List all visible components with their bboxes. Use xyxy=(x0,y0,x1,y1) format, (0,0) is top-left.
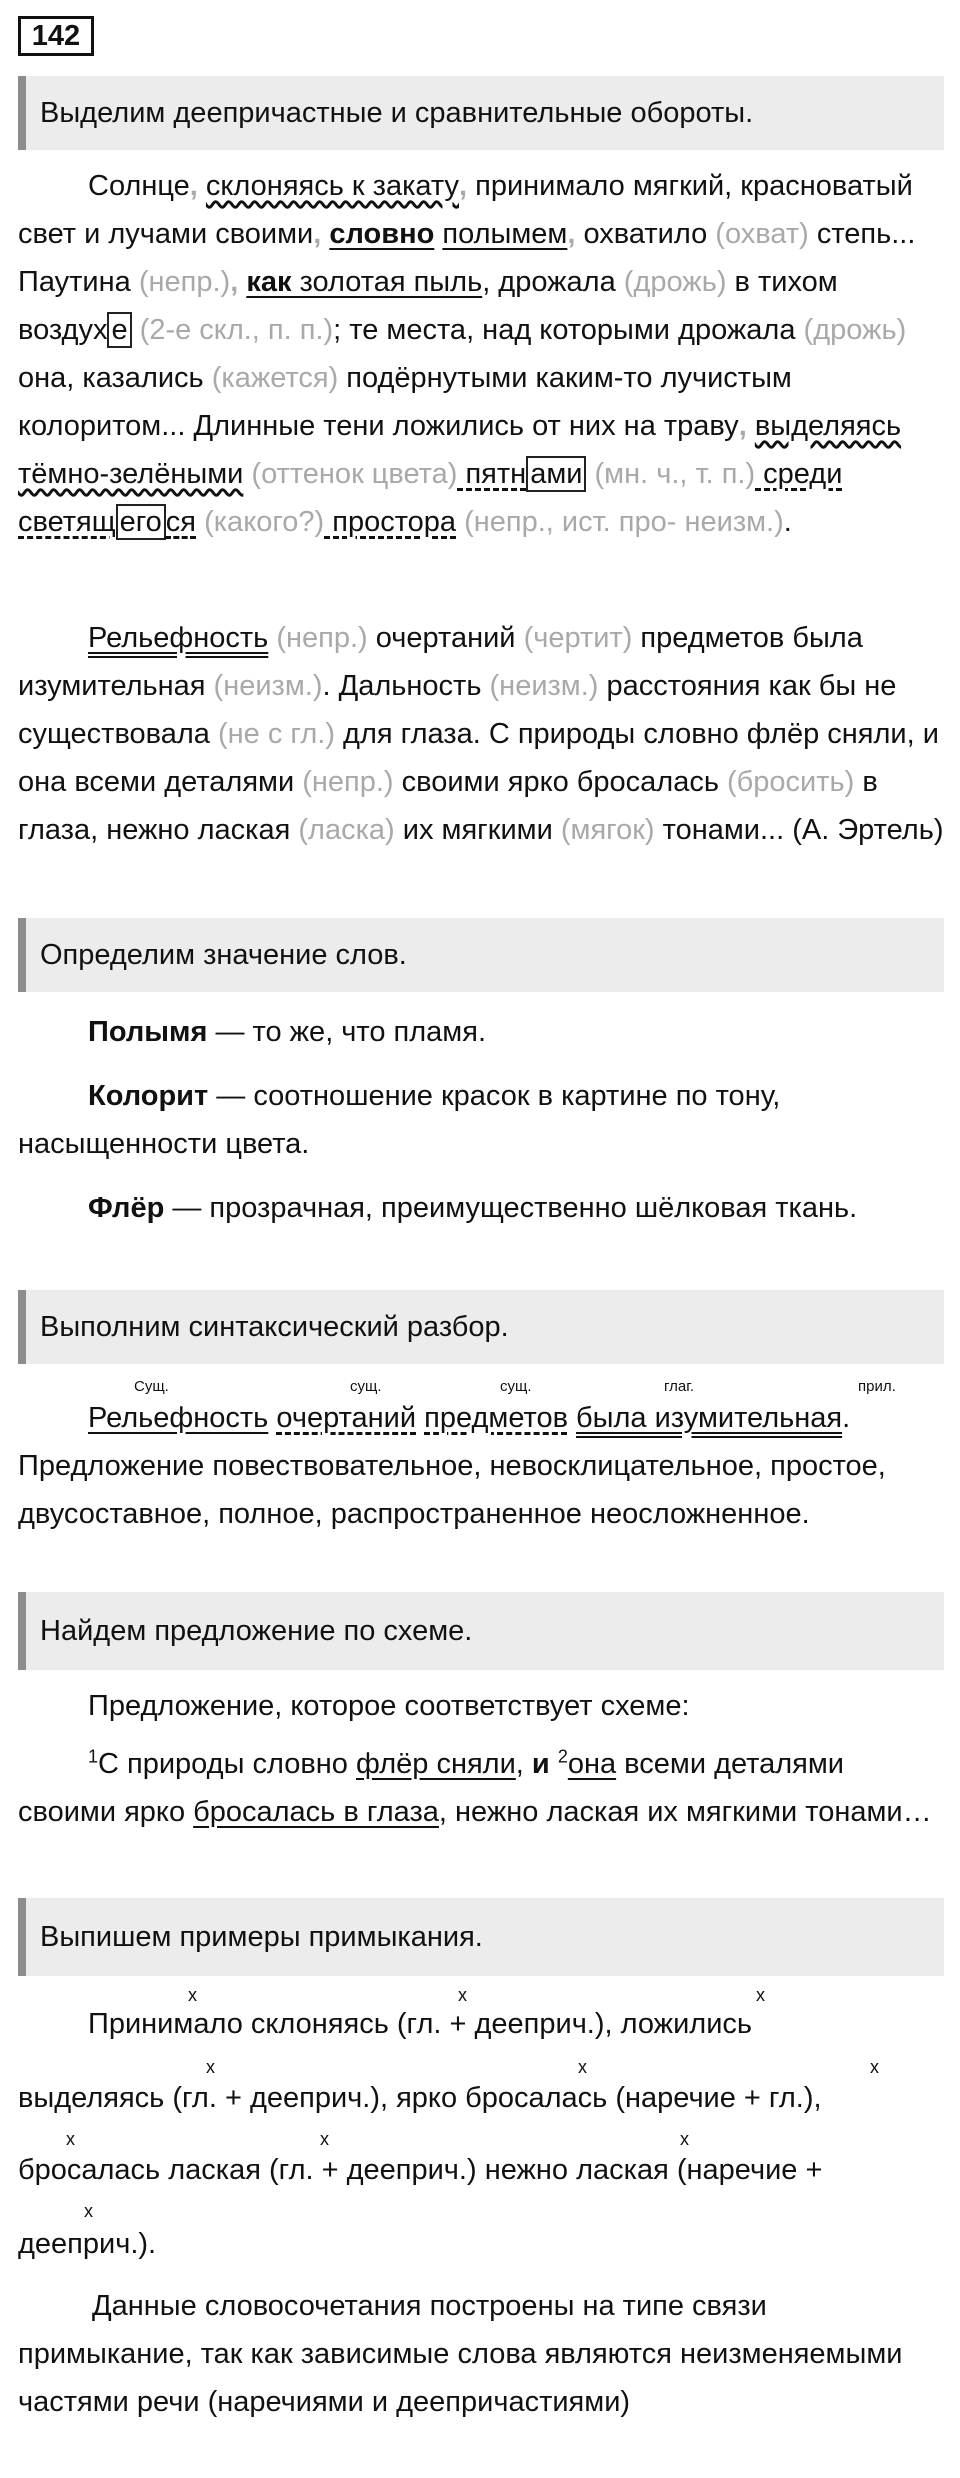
section-header-scheme: Найдем предложение по схеме. xyxy=(18,1592,944,1670)
section-header-adjunction: Выпишем примеры примыкания. xyxy=(18,1898,944,1976)
adjunction-line-4: дееприч.). xyxy=(18,2228,157,2260)
dependency-mark: x xyxy=(578,2057,587,2077)
task-number: 142 xyxy=(18,16,94,56)
section-header-syntax: Выполним синтаксический разбор. xyxy=(18,1290,944,1364)
adjunction-line-3: бросалась лаская (гл. + дееприч.) нежно лаская (наречие + xyxy=(18,2154,823,2186)
dependency-mark: x xyxy=(870,2057,879,2077)
pos-label: глаг. xyxy=(664,1378,695,1395)
pos-label: сущ. xyxy=(500,1378,532,1395)
pos-label: Сущ. xyxy=(134,1378,169,1395)
pos-label: сущ. xyxy=(350,1378,382,1395)
main-text-paragraph-2: Рельефность (непр.) очертаний (чертит) предметов была изумительная (неизм.). Дальность (неизм.) расстояния как бы не существовала (не с гл.) для глаза. С природы словно флёр сняли, и она всеми деталями (непр.) своими ярко бросалась (бросить) в глаза, нежно лаская (ласка) их мягкими (мягок) тонами... (А. Эртель) xyxy=(18,622,944,846)
section-header-meanings: Определим значение слов. xyxy=(18,918,944,992)
section-header-phrases: Выделим деепричастные и сравнительные обороты. xyxy=(18,76,944,150)
adjunction-conclusion: Данные словосочетания построены на типе связи примыкание, так как зависимые слова являются неизменяемыми частями речи (наречиями и деепричастиями) xyxy=(18,2290,903,2418)
dependency-mark: x xyxy=(84,2201,93,2221)
dependency-mark: x xyxy=(206,2057,215,2077)
dependency-mark: x xyxy=(188,1985,197,2005)
dependency-mark: x xyxy=(458,1985,467,2005)
dependency-mark: x xyxy=(320,2129,329,2149)
definition-polymya: Полымя — то же, что пламя. xyxy=(88,1016,487,1048)
adjunction-line-1: Принимало склоняясь (гл. + дееприч.), ложились xyxy=(88,2008,753,2040)
scheme-sentence: $^1$С природы словно флёр сняли, и $^2$она всеми деталями своими ярко бросалась в глаза, нежно лаская их мягкими тонами… xyxy=(18,1746,932,1828)
pos-label: прил. xyxy=(858,1378,896,1395)
dependency-mark: x xyxy=(66,2129,75,2149)
definition-flyor: Флёр — прозрачная, преимущественно шёлковая ткань. xyxy=(88,1192,858,1224)
main-text-paragraph-1: Солнце, склоняясь к закату, принимало мягкий, красноватый свет и лучами своими, словно полымем, охватило (охват) степь... Паутина (непр.), как золотая пыль, дрожала (дрожь) в тихом воздух е (2-е скл., п. п.); те места, над которыми дрожала (дрожь) она, казались (кажется) подёрнутыми каким-то лучистым колоритом... Длинные тени ложились от них на траву, выделяясь тёмно-зелёными (оттенок цвета) пятн ами (мн. ч., т. п.) среди светящ его ся (какого?) простора (непр., ист. про- неизм.). xyxy=(18,170,916,538)
adjunction-line-2: выделяясь (гл. + дееприч.), ярко бросалась (наречие + гл.), xyxy=(18,2082,822,2114)
syntax-parse: Рельефность очертаний предметов была изумительная. Предложение повествовательное, невосклицательное, простое, двусоставное, полное, распространенное неосложненное. xyxy=(18,1402,886,1530)
dependency-mark: x xyxy=(756,1985,765,2005)
definition-kolorit: Колорит — соотношение красок в картине по тону, насыщенности цвета. xyxy=(18,1080,781,1160)
dependency-mark: x xyxy=(680,2129,689,2149)
scheme-intro: Предложение, которое соответствует схеме: xyxy=(88,1690,690,1722)
